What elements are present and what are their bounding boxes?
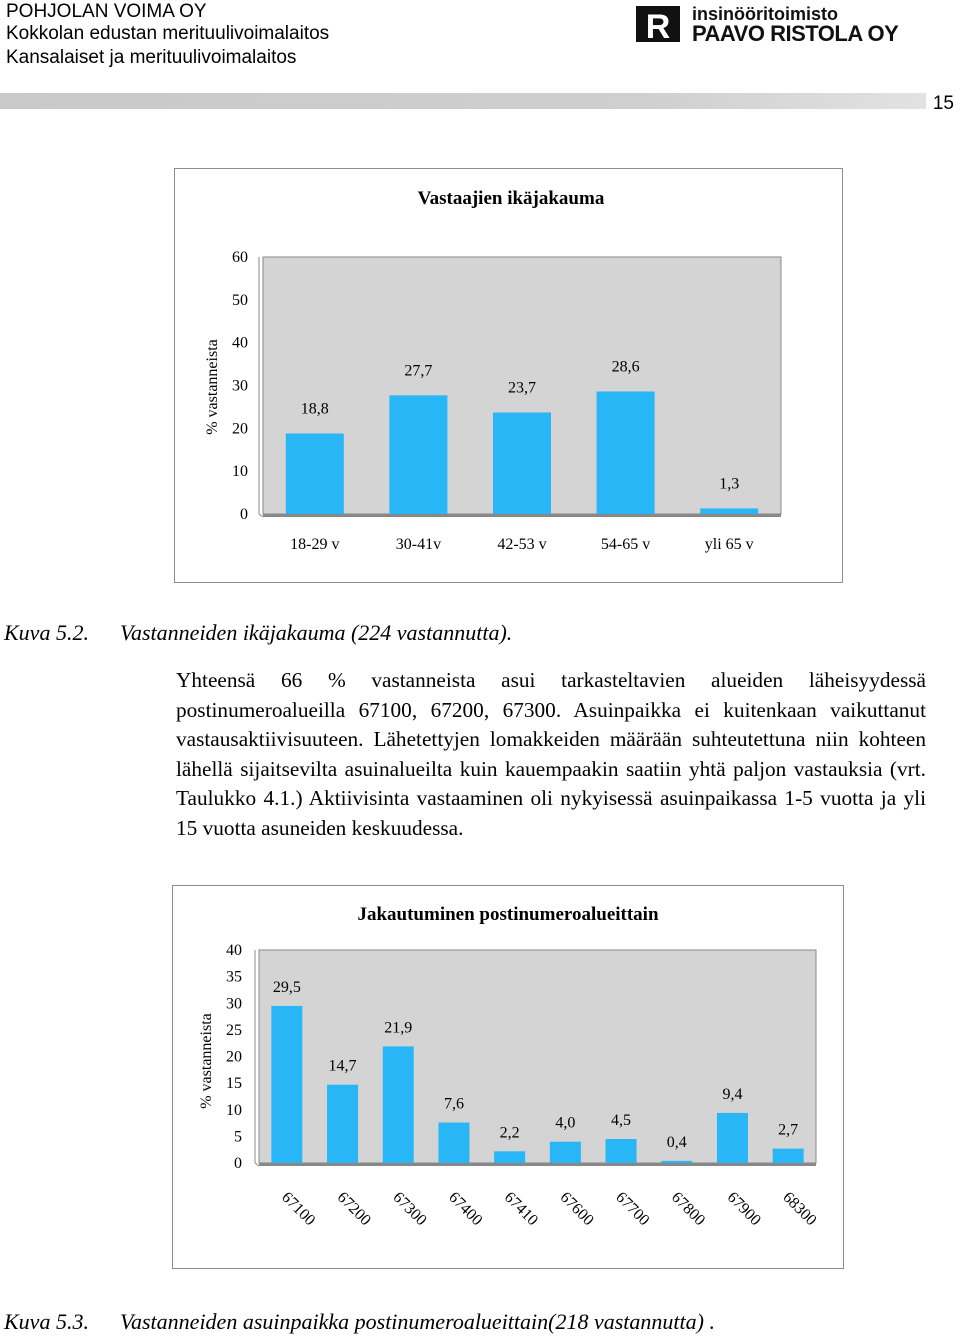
data-label: 1,3 xyxy=(719,475,740,493)
logo-letter: R xyxy=(645,8,671,44)
figure-caption-text: Vastanneiden ikäjakauma (224 vastannutta). xyxy=(120,620,513,645)
data-label: 0,4 xyxy=(666,1133,687,1151)
x-tick-label: 54-65 v xyxy=(600,536,651,553)
data-label: 4,0 xyxy=(555,1114,576,1132)
y-axis-label: % vastanneista xyxy=(204,339,221,435)
plot-floor xyxy=(259,1163,816,1166)
x-tick-label: 67800 xyxy=(667,1188,709,1230)
x-tick-label: 67600 xyxy=(556,1188,597,1230)
bar xyxy=(700,508,758,514)
bar xyxy=(383,1046,414,1163)
x-tick-label: 68300 xyxy=(779,1188,820,1230)
bar xyxy=(271,1006,302,1163)
x-tick-label: yli 65 v xyxy=(704,536,754,553)
x-tick-label: 67410 xyxy=(500,1188,542,1230)
x-tick-label: 67300 xyxy=(389,1188,430,1230)
logo-top-text: insinööritoimisto xyxy=(692,4,838,24)
x-tick-label: 18-29 v xyxy=(290,536,340,553)
bar xyxy=(550,1142,581,1163)
data-label: 9,4 xyxy=(722,1085,743,1103)
bar xyxy=(606,1139,637,1163)
plot-floor xyxy=(263,514,781,517)
logo-bottom-text: PAAVO RISTOLA OY xyxy=(692,21,899,44)
data-label: 2,7 xyxy=(778,1121,799,1139)
company-logo xyxy=(636,2,926,44)
page-number: 15 xyxy=(932,93,954,114)
x-tick-label: 67700 xyxy=(612,1188,653,1230)
postal-area-chart xyxy=(172,885,844,1269)
bar xyxy=(438,1123,469,1163)
y-tick-label: 35 xyxy=(226,968,242,986)
y-tick-label: 20 xyxy=(232,420,248,438)
y-tick-label: 30 xyxy=(232,377,248,395)
y-tick-label: 10 xyxy=(232,463,248,481)
figure-caption-number: Kuva 5.2. xyxy=(4,620,89,645)
data-label: 2,2 xyxy=(499,1124,520,1142)
x-tick-label: 67200 xyxy=(333,1188,375,1230)
data-label: 28,6 xyxy=(611,358,640,376)
bar xyxy=(286,433,344,514)
y-tick-label: 40 xyxy=(232,334,248,352)
data-label: 18,8 xyxy=(300,400,329,418)
bar xyxy=(661,1161,692,1163)
bar xyxy=(327,1085,358,1163)
y-tick-label: 5 xyxy=(234,1128,242,1146)
data-label: 21,9 xyxy=(384,1019,413,1037)
chart-title: Vastaajien ikäjakauma xyxy=(417,188,605,209)
age-distribution-chart xyxy=(174,168,843,583)
header-company: POHJOLAN VOIMA OY xyxy=(6,1,207,22)
y-tick-label: 0 xyxy=(234,1155,242,1172)
figure-caption-text: Vastanneiden asuinpaikka postinumeroalueittain(218 vastannutta) . xyxy=(120,1309,715,1334)
header-report-title: Kansalaiset ja merituulivoimalaitos xyxy=(6,47,297,68)
x-tick-label: 67900 xyxy=(723,1188,764,1230)
y-tick-label: 50 xyxy=(232,291,248,309)
axis-corner xyxy=(255,1163,259,1166)
y-tick-label: 0 xyxy=(240,506,248,523)
body-paragraph: Yhteensä 66 % vastanneista asui tarkasteltavien alueiden läheisyydessä postinumeroalueilla 67100, 67200, 67300. Asuinpaikka ei kuitenkaan vaikuttanut vastausaktiivisuuteen. Lähetettyjen lomakkeiden määrään suhteutettuna niin kohteen lähellä sijaitsevilta asuinalueilta kuin kauempaakin saatiin yhtä paljon vastauksia (vrt. Taulukko 4.1.) Aktiivisinta vastaaminen oli nykyisessä asuinpaikassa 1-5 vuotta ja yli 15 vuotta asuneiden keskuudessa. xyxy=(176,668,926,840)
header-project: Kokkolan edustan merituulivoimalaitos xyxy=(6,23,330,44)
y-tick-label: 20 xyxy=(226,1048,242,1066)
chart-title: Jakautuminen postinumeroalueittain xyxy=(357,904,659,925)
bar xyxy=(597,391,655,514)
y-tick-label: 60 xyxy=(232,249,248,266)
data-label: 27,7 xyxy=(404,362,433,380)
data-label: 29,5 xyxy=(272,978,301,996)
age-distribution-chart-svg xyxy=(175,169,842,582)
bar xyxy=(717,1113,748,1163)
x-tick-label: 67400 xyxy=(445,1188,486,1230)
data-label: 7,6 xyxy=(443,1095,464,1113)
axis-corner xyxy=(259,514,263,517)
bar xyxy=(493,412,551,514)
header-rule xyxy=(0,93,926,109)
data-label: 14,7 xyxy=(328,1057,357,1075)
y-tick-label: 25 xyxy=(226,1021,242,1039)
x-tick-label: 42-53 v xyxy=(497,536,547,553)
bar xyxy=(389,395,447,514)
x-tick-label: 30-41v xyxy=(395,536,442,553)
y-tick-label: 40 xyxy=(226,942,242,959)
postal-area-chart-svg xyxy=(173,886,843,1268)
y-tick-label: 15 xyxy=(226,1075,242,1093)
y-tick-label: 30 xyxy=(226,995,242,1013)
bar xyxy=(773,1149,804,1163)
y-tick-label: 10 xyxy=(226,1101,242,1119)
figure-caption-number: Kuva 5.3. xyxy=(4,1309,89,1334)
data-label: 4,5 xyxy=(611,1112,632,1130)
data-label: 23,7 xyxy=(508,379,536,397)
x-tick-label: 67100 xyxy=(278,1188,319,1230)
bar xyxy=(494,1151,525,1163)
y-axis-label: % vastanneista xyxy=(198,1013,215,1109)
